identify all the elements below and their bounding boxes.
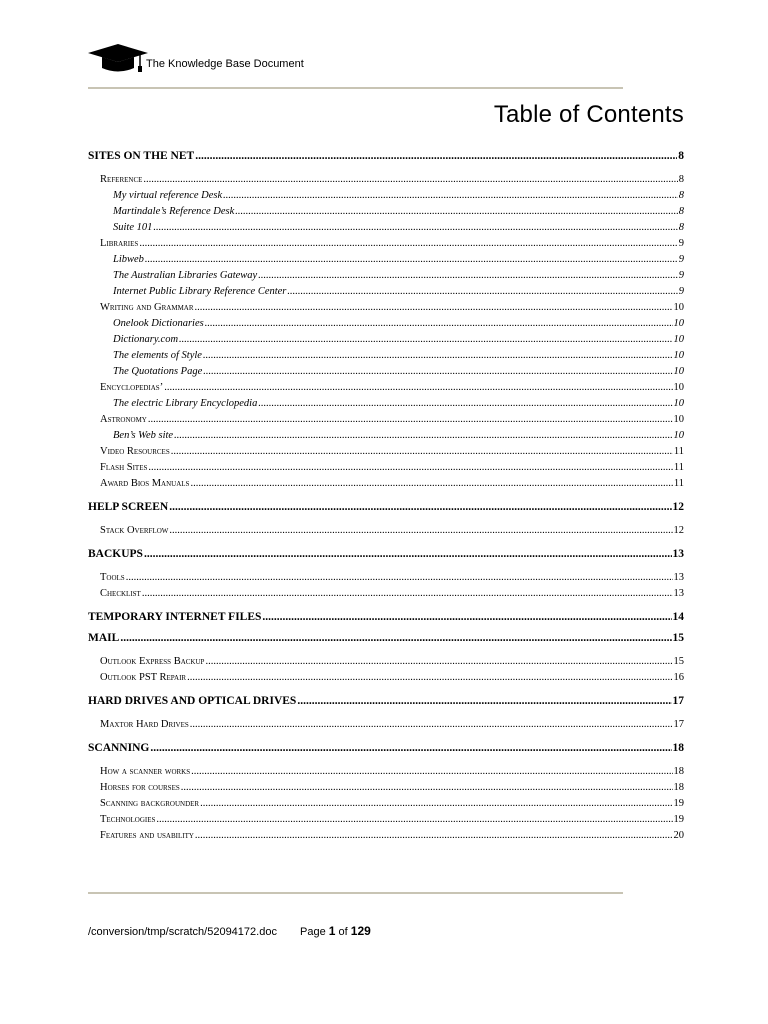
toc-entry[interactable] (88, 444, 684, 460)
toc-entry-page: 9 (678, 286, 684, 297)
toc-entry-label: Ben’s Web site (113, 430, 174, 441)
dot-leader (169, 497, 671, 518)
toc-entry[interactable] (88, 764, 684, 780)
toc-entry-page: 20 (673, 830, 684, 841)
toc-entry-page: 8 (678, 222, 684, 233)
dot-leader (203, 364, 672, 380)
toc-entry[interactable] (88, 497, 684, 518)
toc-entry-page: 13 (673, 588, 684, 599)
toc-entry-page: 17 (673, 719, 684, 730)
toc-entry-label: Suite 101 (113, 222, 153, 233)
toc-entry-page: 8 (678, 206, 684, 217)
dot-leader (164, 380, 672, 396)
document-title: The Knowledge Base Document (146, 58, 304, 70)
dot-leader (148, 460, 673, 476)
toc-entry-label: Writing and Grammar (100, 302, 194, 313)
toc-entry-label: Tools (100, 572, 125, 583)
toc-entry-label: Horses for courses (100, 782, 180, 793)
toc-entry-page: 18 (673, 766, 684, 777)
toc-entry[interactable] (88, 364, 684, 380)
toc-entry-page: 17 (672, 695, 684, 707)
toc-entry-page: 10 (673, 302, 684, 313)
dot-leader (150, 738, 671, 759)
toc-entry-page: 8 (678, 190, 684, 201)
toc-entry[interactable] (88, 628, 684, 649)
toc-entry[interactable] (88, 607, 684, 628)
toc-entry-page: 8 (678, 150, 684, 162)
toc-entry-page: 10 (673, 430, 684, 441)
page-footer (88, 924, 371, 938)
toc-entry-label: Outlook PST Repair (100, 672, 187, 683)
dot-leader (190, 476, 672, 492)
toc-entry-page: 16 (673, 672, 684, 683)
dot-leader (205, 654, 672, 670)
toc-entry[interactable] (88, 717, 684, 733)
toc-entry-label: Internet Public Library Reference Center (113, 286, 287, 297)
toc-entry-page: 12 (672, 501, 684, 513)
toc-entry-label: The elements of Style (113, 350, 202, 361)
dot-leader (142, 586, 673, 602)
toc-entry-page: 11 (673, 446, 684, 457)
toc-entry[interactable] (88, 828, 684, 844)
dot-leader (195, 146, 677, 167)
toc-entry[interactable] (88, 586, 684, 602)
toc-entry-page: 10 (673, 366, 684, 377)
file-path: /conversion/tmp/scratch/52094172.doc (88, 926, 277, 938)
toc-entry-label: HARD DRIVES AND OPTICAL DRIVES (88, 695, 297, 707)
dot-leader (126, 570, 673, 586)
dot-leader (145, 252, 678, 268)
current-page: 1 (328, 924, 336, 938)
toc-entry-label: Features and usability (100, 830, 194, 841)
dot-leader (297, 691, 671, 712)
dot-leader (144, 544, 672, 565)
toc-entry-page: 13 (672, 548, 684, 560)
toc-entry[interactable] (88, 172, 684, 188)
toc-entry-label: Technologies (100, 814, 156, 825)
dot-leader (171, 444, 673, 460)
of-label: of (338, 926, 348, 938)
toc-entry-label: Encyclopedias’ (100, 382, 164, 393)
toc-entry-label: Onelook Dictionaries (113, 318, 204, 329)
table-of-contents (88, 146, 684, 849)
page-header (88, 40, 623, 90)
toc-entry-page: 10 (673, 350, 684, 361)
toc-entry-label: Martindale’s Reference Desk (113, 206, 235, 217)
toc-entry-page: 19 (673, 814, 684, 825)
toc-entry[interactable] (88, 332, 684, 348)
toc-entry[interactable] (88, 691, 684, 712)
toc-entry-label: SCANNING (88, 742, 150, 754)
dot-leader (153, 220, 677, 236)
footer-divider (88, 892, 623, 894)
toc-entry[interactable] (88, 252, 684, 268)
toc-entry-page: 9 (678, 254, 684, 265)
toc-entry-page: 10 (673, 414, 684, 425)
toc-entry-label: MAIL (88, 632, 120, 644)
toc-entry[interactable] (88, 780, 684, 796)
dot-leader (120, 628, 671, 649)
dot-leader (139, 236, 677, 252)
toc-entry-label: Scanning backgrounder (100, 798, 200, 809)
toc-entry-label: Award Bios Manuals (100, 478, 190, 489)
toc-entry[interactable] (88, 188, 684, 204)
dot-leader (179, 332, 672, 348)
toc-entry-page: 8 (678, 174, 684, 185)
toc-entry-page: 11 (673, 462, 684, 473)
toc-entry-label: Video Resources (100, 446, 170, 457)
toc-entry-page: 10 (673, 318, 684, 329)
dot-leader (191, 764, 672, 780)
graduation-cap-icon (88, 44, 148, 74)
toc-entry[interactable] (88, 380, 684, 396)
toc-entry-label: Libraries (100, 238, 139, 249)
toc-entry-label: TEMPORARY INTERNET FILES (88, 611, 262, 623)
dot-leader (258, 268, 678, 284)
toc-entry[interactable] (88, 476, 684, 492)
toc-entry-page: 15 (673, 656, 684, 667)
toc-entry[interactable] (88, 236, 684, 252)
toc-entry-label: My virtual reference Desk (113, 190, 223, 201)
toc-entry-page: 9 (678, 270, 684, 281)
toc-heading: Table of Contents (493, 101, 684, 128)
toc-entry[interactable] (88, 670, 684, 686)
toc-entry-label: Flash Sites (100, 462, 148, 473)
toc-entry[interactable] (88, 220, 684, 236)
toc-entry-label: The electric Library Encyclopedia (113, 398, 258, 409)
toc-entry[interactable] (88, 316, 684, 332)
page-label: Page (300, 926, 326, 938)
toc-entry-label: Reference (100, 174, 143, 185)
toc-entry-page: 10 (673, 382, 684, 393)
dot-leader (287, 284, 677, 300)
toc-entry[interactable] (88, 523, 684, 539)
header-divider (88, 87, 623, 89)
toc-entry[interactable] (88, 146, 684, 167)
dot-leader (187, 670, 672, 686)
toc-entry[interactable] (88, 738, 684, 759)
dot-leader (156, 812, 672, 828)
dot-leader (258, 396, 672, 412)
dot-leader (203, 348, 673, 364)
toc-entry[interactable] (88, 268, 684, 284)
toc-entry-label: Maxtor Hard Drives (100, 719, 189, 730)
toc-entry[interactable] (88, 570, 684, 586)
toc-entry-page: 13 (673, 572, 684, 583)
toc-entry[interactable] (88, 812, 684, 828)
dot-leader (190, 717, 673, 733)
dot-leader (181, 780, 673, 796)
dot-leader (235, 204, 677, 220)
toc-entry-label: Outlook Express Backup (100, 656, 205, 667)
toc-entry-page: 10 (673, 334, 684, 345)
dot-leader (143, 172, 677, 188)
toc-entry[interactable] (88, 460, 684, 476)
toc-entry-label: The Quotations Page (113, 366, 203, 377)
toc-entry-page: 18 (672, 742, 684, 754)
dot-leader (169, 523, 672, 539)
dot-leader (262, 607, 671, 628)
toc-entry-page: 10 (673, 398, 684, 409)
dot-leader (223, 188, 678, 204)
toc-entry-label: Checklist (100, 588, 141, 599)
toc-entry-page: 12 (673, 525, 684, 536)
toc-entry[interactable] (88, 300, 684, 316)
dot-leader (148, 412, 673, 428)
toc-entry-label: Dictionary.com (113, 334, 179, 345)
dot-leader (195, 828, 673, 844)
toc-entry[interactable] (88, 348, 684, 364)
toc-entry-label: Stack Overflow (100, 525, 169, 536)
toc-entry-label: The Australian Libraries Gateway (113, 270, 258, 281)
toc-entry-page: 11 (673, 478, 684, 489)
dot-leader (174, 428, 672, 444)
toc-entry-page: 18 (673, 782, 684, 793)
toc-entry[interactable] (88, 654, 684, 670)
dot-leader (200, 796, 672, 812)
toc-entry[interactable] (88, 796, 684, 812)
dot-leader (195, 300, 673, 316)
toc-entry-page: 15 (672, 632, 684, 644)
toc-entry-label: Libweb (113, 254, 144, 265)
toc-entry[interactable] (88, 412, 684, 428)
toc-entry-label: HELP SCREEN (88, 501, 169, 513)
toc-entry-page: 19 (673, 798, 684, 809)
toc-entry[interactable] (88, 428, 684, 444)
toc-entry-label: SITES ON THE NET (88, 150, 195, 162)
toc-entry-page: 14 (672, 611, 684, 623)
toc-entry[interactable] (88, 204, 684, 220)
toc-entry[interactable] (88, 284, 684, 300)
toc-entry[interactable] (88, 396, 684, 412)
toc-entry-label: BACKUPS (88, 548, 143, 560)
toc-entry-page: 9 (678, 238, 684, 249)
toc-entry[interactable] (88, 544, 684, 565)
total-pages: 129 (350, 924, 371, 938)
toc-entry-label: Astronomy (100, 414, 147, 425)
toc-entry-label: How a scanner works (100, 766, 191, 777)
dot-leader (205, 316, 673, 332)
